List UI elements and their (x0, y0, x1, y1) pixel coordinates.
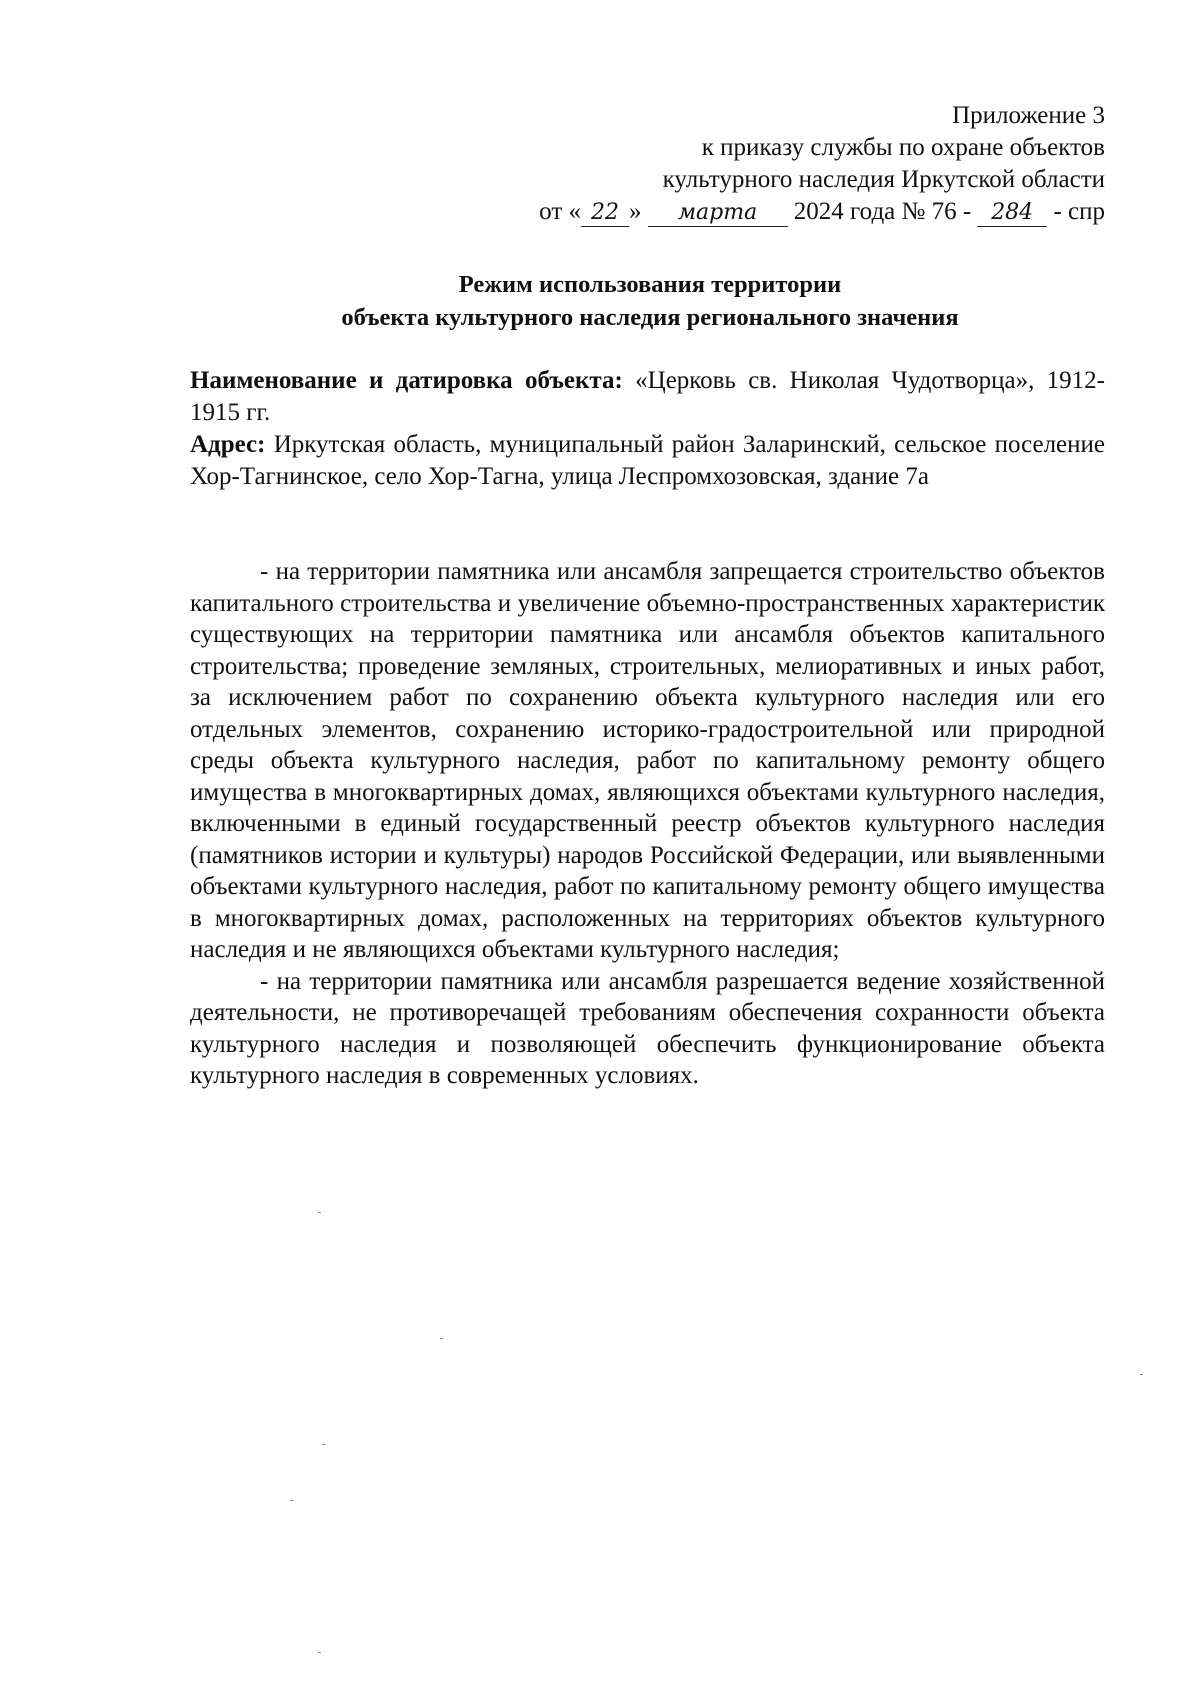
paragraph-permissions: - на территории памятника или ансамбля разрешается ведение хозяйственной деятельности, не противоречащей требованиям обеспечения сохранности объекта культурного наследия и позволяющей обеспечить функционирование объекта культурного наследия в современных условиях. (190, 967, 1105, 1089)
title-line-2: объекта культурного наследия регионального значения (341, 304, 959, 331)
appendix-date-line (539, 196, 1105, 228)
scan-speck (440, 1338, 443, 1339)
scan-speck (318, 1212, 321, 1213)
object-address-label: Адрес: (190, 431, 266, 458)
document-title (190, 268, 1110, 334)
object-name-label: Наименование и датировка объекта: (190, 367, 623, 394)
scan-speck (1140, 1374, 1143, 1375)
object-address-value: Иркутская область, муниципальный район Заларинский, сельское поселение Хор-Тагнинское, село Хор-Тагна, улица Леспромхозовская, здание 7а (190, 431, 1106, 490)
scan-speck (322, 1444, 325, 1445)
regime-paragraphs (190, 556, 1105, 1092)
title-line-1: Режим использования территории (458, 271, 842, 298)
paragraph-prohibitions: - на территории памятника или ансамбля запрещается строительство объектов капитального строительства и увеличение объемно-пространственных характеристик существующих на территории памятника или ансамбля объектов капитального строительства; проведение земляных, строительных, мелиоративных и иных работ, за исключением работ по сохранению объекта культурного наследия или его отдельных элементов, сохранению историко-градостроительной или природной среды объекта культурного наследия, работ по капитальному ремонту общего имущества в многоквартирных домах, являющихся объектами культурного наследия, включенными в единый государственный реестр объектов культурного наследия (памятников истории и культуры) народов Российской Федерации, или выявленными объектами культурного наследия, работ по капитальному ремонту общего имущества в многоквартирных домах, расположенных на территориях объектов культурного наследия и не являющихся объектами культурного наследия; (190, 558, 1105, 963)
scan-speck (290, 1500, 293, 1501)
object-name (190, 365, 1105, 428)
handwritten-order-number: 284 (977, 200, 1047, 227)
handwritten-day: 22 (581, 200, 629, 227)
appendix-number: Приложение 3 (952, 102, 1105, 129)
date-mid: » (629, 198, 642, 225)
order-suffix: - спр (1053, 198, 1105, 225)
year-and-order: 2024 года № 76 - (793, 198, 972, 225)
appendix-header (539, 100, 1105, 228)
scan-speck (318, 1652, 321, 1653)
object-name-value: «Церковь св. Николая Чудотворца», 1912-1915 гг. (190, 367, 1105, 426)
appendix-order-reference: к приказу службы по охране объектов (701, 134, 1105, 161)
handwritten-month: марта (648, 200, 788, 227)
date-prefix: от « (539, 198, 582, 225)
object-address (190, 429, 1105, 492)
appendix-authority: культурного наследия Иркутской области (662, 166, 1105, 193)
